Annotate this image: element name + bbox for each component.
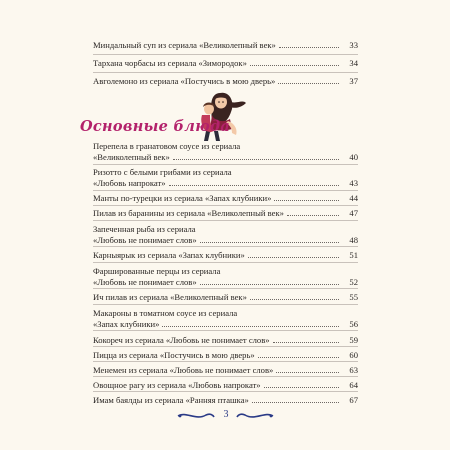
toc-entry-title: Менемен из сериала «Любовь не понимает слов» [93, 365, 274, 375]
toc-entry [93, 167, 358, 189]
toc-entry-title-line2: «Запах клубники» [93, 319, 160, 329]
toc-entry-page: 33 [349, 40, 358, 50]
toc-entry [93, 266, 358, 288]
toc-entry-title-line1: Запеченная рыба из сериала [93, 224, 196, 234]
separator [93, 361, 358, 362]
toc-entry-title: Ич пилав из сериала «Великолепный век» [93, 292, 247, 302]
toc-entry-title: Овощное рагу из сериала «Любовь напрокат» [93, 380, 261, 390]
toc-entry-page: 37 [349, 76, 358, 86]
toc-entry-page: 64 [349, 380, 358, 390]
toc-entry [93, 350, 358, 361]
dot-leader [279, 47, 339, 48]
toc-entry-page: 44 [349, 193, 358, 203]
toc-entry [93, 208, 358, 219]
dot-leader [274, 200, 339, 201]
toc-entry-page: 43 [349, 178, 358, 188]
toc-entry-title: Пилав из баранины из сериала «Великолепный век» [93, 208, 284, 218]
separator [93, 304, 358, 305]
separator [93, 190, 358, 191]
dot-leader [278, 83, 339, 84]
toc-entry [93, 141, 358, 163]
toc-entry-page: 59 [349, 335, 358, 345]
toc-entry-page: 56 [349, 319, 358, 329]
separator [93, 288, 358, 289]
separator [93, 346, 358, 347]
separator [93, 262, 358, 263]
dot-leader [162, 326, 339, 327]
toc-entry-title: Пицца из сериала «Постучись в мою дверь» [93, 350, 255, 360]
toc-entry-page: 40 [349, 152, 358, 162]
toc-entry-title: Авголемоно из сериала «Постучись в мою дверь» [93, 76, 276, 86]
toc-entry-title-line2: «Любовь не понимает слов» [93, 277, 197, 287]
toc-entry-title: Кокореч из сериала «Любовь не понимает слов» [93, 335, 270, 345]
dot-leader [276, 372, 339, 373]
separator [93, 54, 358, 55]
toc-entry-page: 47 [349, 208, 358, 218]
toc-entry [93, 308, 358, 330]
toc-entry [93, 193, 358, 204]
dot-leader [169, 185, 339, 186]
dot-leader [287, 215, 339, 216]
swirl-ornament-icon [176, 411, 216, 421]
dot-leader [252, 402, 339, 403]
dot-leader [258, 357, 339, 358]
page-number: 3 [223, 409, 229, 420]
toc-entry-title: Миндальный суп из сериала «Великолепный век» [93, 40, 276, 50]
toc-entry-title-line2: «Любовь не понимает слов» [93, 235, 197, 245]
toc-entry-page: 60 [349, 350, 358, 360]
toc-entry [93, 335, 358, 346]
toc-entry-page: 48 [349, 235, 358, 245]
toc-entry-page: 52 [349, 277, 358, 287]
toc-entry-title: Имам баялды из сериала «Ранняя пташка» [93, 395, 249, 405]
swirl-ornament-icon [235, 411, 275, 421]
toc-entry-title: Карныярык из сериала «Запах клубники» [93, 250, 245, 260]
toc-entry-title-line2: «Любовь напрокат» [93, 178, 166, 188]
dot-leader [264, 387, 339, 388]
toc-entry-title-line1: Перепела в гранатовом соусе из сериала [93, 141, 241, 151]
dot-leader [200, 284, 339, 285]
dot-leader [200, 242, 339, 243]
separator [93, 246, 358, 247]
toc-entry-page: 51 [349, 250, 358, 260]
separator [93, 376, 358, 377]
toc-entry [93, 395, 358, 406]
toc-entry [93, 58, 358, 69]
separator [93, 164, 358, 165]
dot-leader [248, 257, 339, 258]
toc-entry-title-line1: Макароны в томатном соусе из сериала [93, 308, 238, 318]
dot-leader [250, 65, 339, 66]
toc-entry [93, 250, 358, 261]
separator [93, 72, 358, 73]
dot-leader [250, 299, 339, 300]
toc-entry-title-line1: Фаршированные перцы из сериала [93, 266, 221, 276]
toc-entry-page: 63 [349, 365, 358, 375]
separator [93, 220, 358, 221]
toc-entry-title-line1: Ризотто с белыми грибами из сериала [93, 167, 232, 177]
section-title: Основные блюда [80, 118, 231, 135]
toc-entry-title: Тархана чорбасы из сериала «Зимородок» [93, 58, 247, 68]
toc-entry [93, 40, 358, 51]
separator [93, 205, 358, 206]
toc-entry-page: 55 [349, 292, 358, 302]
toc-entry-title: Манты по-турецки из сериала «Запах клубники» [93, 193, 272, 203]
separator [93, 391, 358, 392]
toc-entry-title-line2: «Великолепный век» [93, 152, 170, 162]
toc-entry-page: 67 [349, 395, 358, 405]
toc-entry [93, 292, 358, 303]
toc-entry [93, 380, 358, 391]
toc-entry-page: 34 [349, 58, 358, 68]
dot-leader [173, 159, 339, 160]
toc-entry [93, 365, 358, 376]
separator [93, 330, 358, 331]
toc-entry [93, 224, 358, 246]
dot-leader [273, 342, 339, 343]
